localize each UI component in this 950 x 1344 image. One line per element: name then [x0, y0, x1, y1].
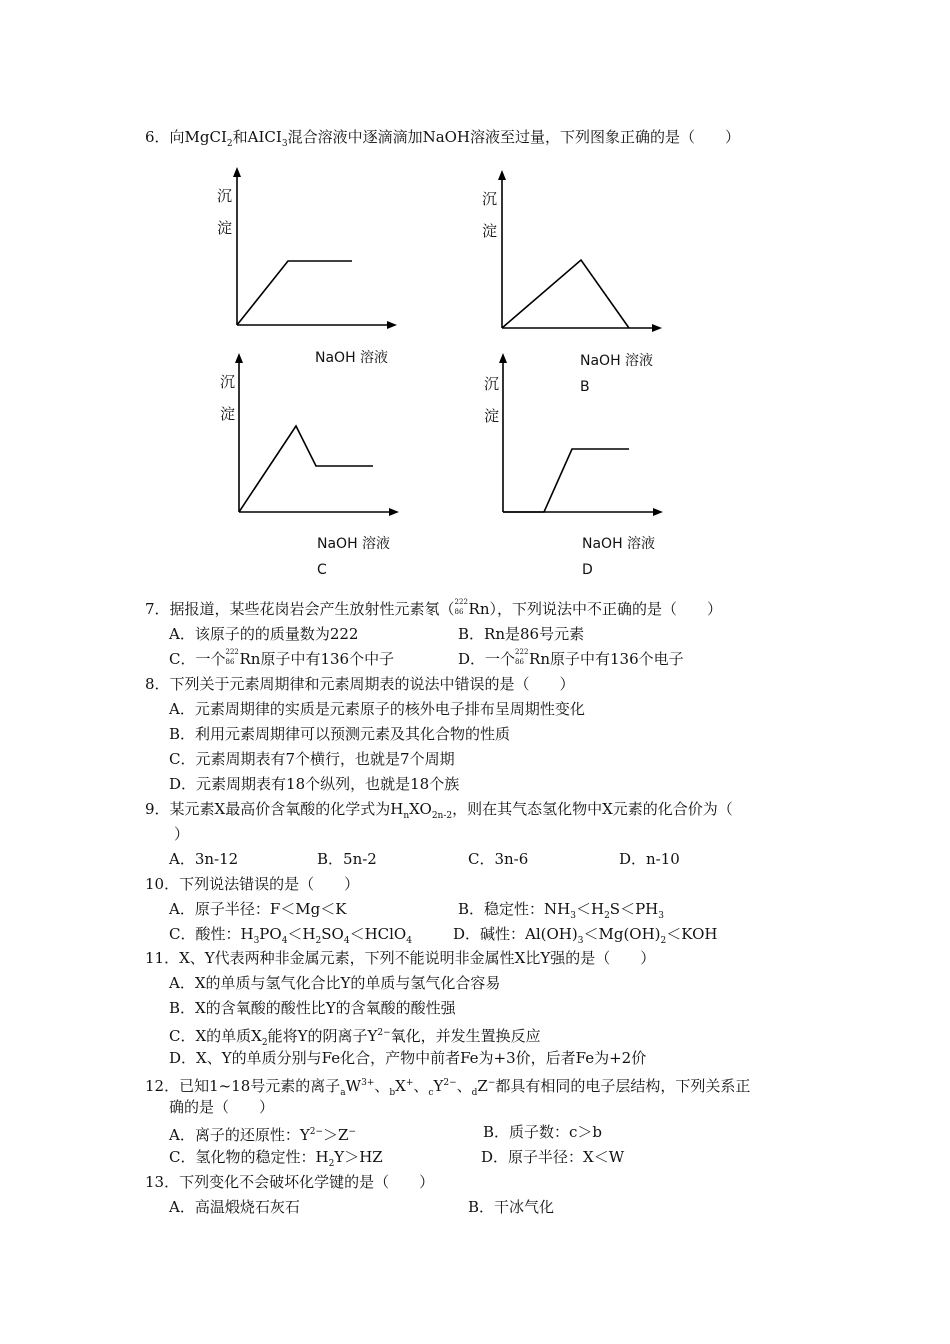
- q9-option-d: D．n-10: [619, 850, 680, 868]
- q12-option-b: B．质子数：c＞b: [483, 1123, 603, 1141]
- q9-option-a: A．3n-12: [169, 850, 239, 868]
- q7-option-b: B．Rn是86号元素: [458, 625, 585, 643]
- q7-option-d: D．一个 222 86 Rn原子中有136个电子: [458, 648, 684, 668]
- q13-option-b: B．干冰气化: [468, 1198, 555, 1216]
- q6-stem: 6．向MgCI$_2$和$AICI_3$混合溶液中逐滴滴加NaOH溶液至过量，下列图象正确的是（ ）: [145, 128, 741, 149]
- q10-option-a: A．原子半径：F＜Mg＜K: [169, 900, 347, 918]
- q12-stem-cont: 确的是（ ）: [169, 1098, 275, 1116]
- graph-a-ylabel-2: 淀: [217, 219, 233, 237]
- q11-option-c: C．X的单质$X_2$能将Y的阴离子$Y^{2-}$氧化，并发生置换反应: [169, 1027, 541, 1048]
- q9-stem-cont: ）: [174, 825, 190, 843]
- graph-b-ylabel-2: 淀: [482, 222, 498, 240]
- q11-option-d: D．X、Y的单质分别与Fe化合，产物中前者Fe为+3价，后者Fe为+2价: [169, 1049, 647, 1067]
- graph-b-ylabel-1: 沉: [482, 190, 498, 208]
- q8-option-a: A．元素周期律的实质是元素原子的核外电子排布呈周期性变化: [169, 700, 585, 718]
- q12-option-a: A．离子的还原性：$Y^{2-}>Z^-$: [169, 1126, 357, 1144]
- q7-stem: 7．据报道，某些花岗岩会产生放射性元素氡（ 222 86 Rn），下列说法中不正确的是（ ）: [145, 598, 723, 618]
- graph-d-letter: D: [582, 562, 593, 578]
- q12-stem: 12．已知1~18号元素的离子$_aW^{3+}$、$_b$X+、$_cY^{2-}$、$_d$Z−都具有相同的电子层结构，下列关系正: [145, 1077, 751, 1098]
- q10-option-b: B．稳定性：$NH_3<H_2S<PH_3$: [458, 900, 664, 921]
- graph-b: [490, 166, 670, 341]
- graph-c-letter: C: [317, 562, 327, 578]
- graph-c-xlabel: NaOH 溶液: [317, 536, 391, 552]
- q10-stem: 10．下列说法错误的是（ ）: [145, 875, 360, 893]
- q11-option-b: B．X的含氧酸的酸性比Y的含氧酸的酸性强: [169, 999, 456, 1017]
- graph-d-ylabel-1: 沉: [484, 375, 500, 393]
- graph-c-ylabel-1: 沉: [220, 373, 236, 391]
- q9-option-c: C．3n-6: [468, 850, 529, 868]
- graph-c: [227, 349, 407, 524]
- q7-option-c: C．一个 222 86 Rn原子中有136个中子: [169, 648, 395, 668]
- nuclide-notation: 222 86: [454, 598, 468, 616]
- q10-option-c: C．酸性：$H_3PO_4<H_2SO_4<HClO_4$: [169, 925, 412, 946]
- q12-option-d: D．原子半径：X＜W: [481, 1148, 625, 1166]
- q8-option-d: D．元素周期表有18个纵列，也就是18个族: [169, 775, 460, 793]
- q8-stem: 8．下列关于元素周期律和元素周期表的说法中错误的是（ ）: [145, 675, 575, 693]
- q10-option-d: D．碱性：$Al(OH)_3<Mg(OH)_2<KOH$: [453, 925, 718, 946]
- q11-stem: 11．X、Y代表两种非金属元素，下列不能说明非金属性X比Y强的是（ ）: [145, 949, 656, 967]
- q11-option-a: A．X的单质与氢气化合比Y的单质与氢气化合容易: [169, 974, 501, 992]
- q9-stem: 9．某元素X最高价含氧酸的化学式为$H_nXO_{2n-2}$，则在其气态氢化物中X元素的化合价为（: [145, 800, 733, 821]
- graph-d-ylabel-2: 淀: [484, 407, 500, 425]
- graph-c-ylabel-2: 淀: [220, 405, 236, 423]
- q7-option-a: A．该原子的的质量数为222: [169, 625, 359, 643]
- graph-a-xlabel: NaOH 溶液: [315, 350, 389, 366]
- graph-a-ylabel-1: 沉: [217, 187, 233, 205]
- q13-stem: 13．下列变化不会破坏化学键的是（ ）: [145, 1173, 435, 1191]
- graph-a: [225, 163, 405, 338]
- q8-option-b: B．利用元素周期律可以预测元素及其化合物的性质: [169, 725, 511, 743]
- graph-b-letter: B: [580, 379, 590, 395]
- graph-d: [491, 349, 671, 524]
- q8-option-c: C．元素周期表有7个横行，也就是7个周期: [169, 750, 455, 768]
- q12-option-c: C．氢化物的稳定性：$H_2Y>HZ$: [169, 1148, 383, 1169]
- q9-option-b: B．5n-2: [317, 850, 377, 868]
- q13-option-a: A．高温煅烧石灰石: [169, 1198, 300, 1216]
- graph-d-xlabel: NaOH 溶液: [582, 536, 656, 552]
- graph-b-xlabel: NaOH 溶液: [580, 353, 654, 369]
